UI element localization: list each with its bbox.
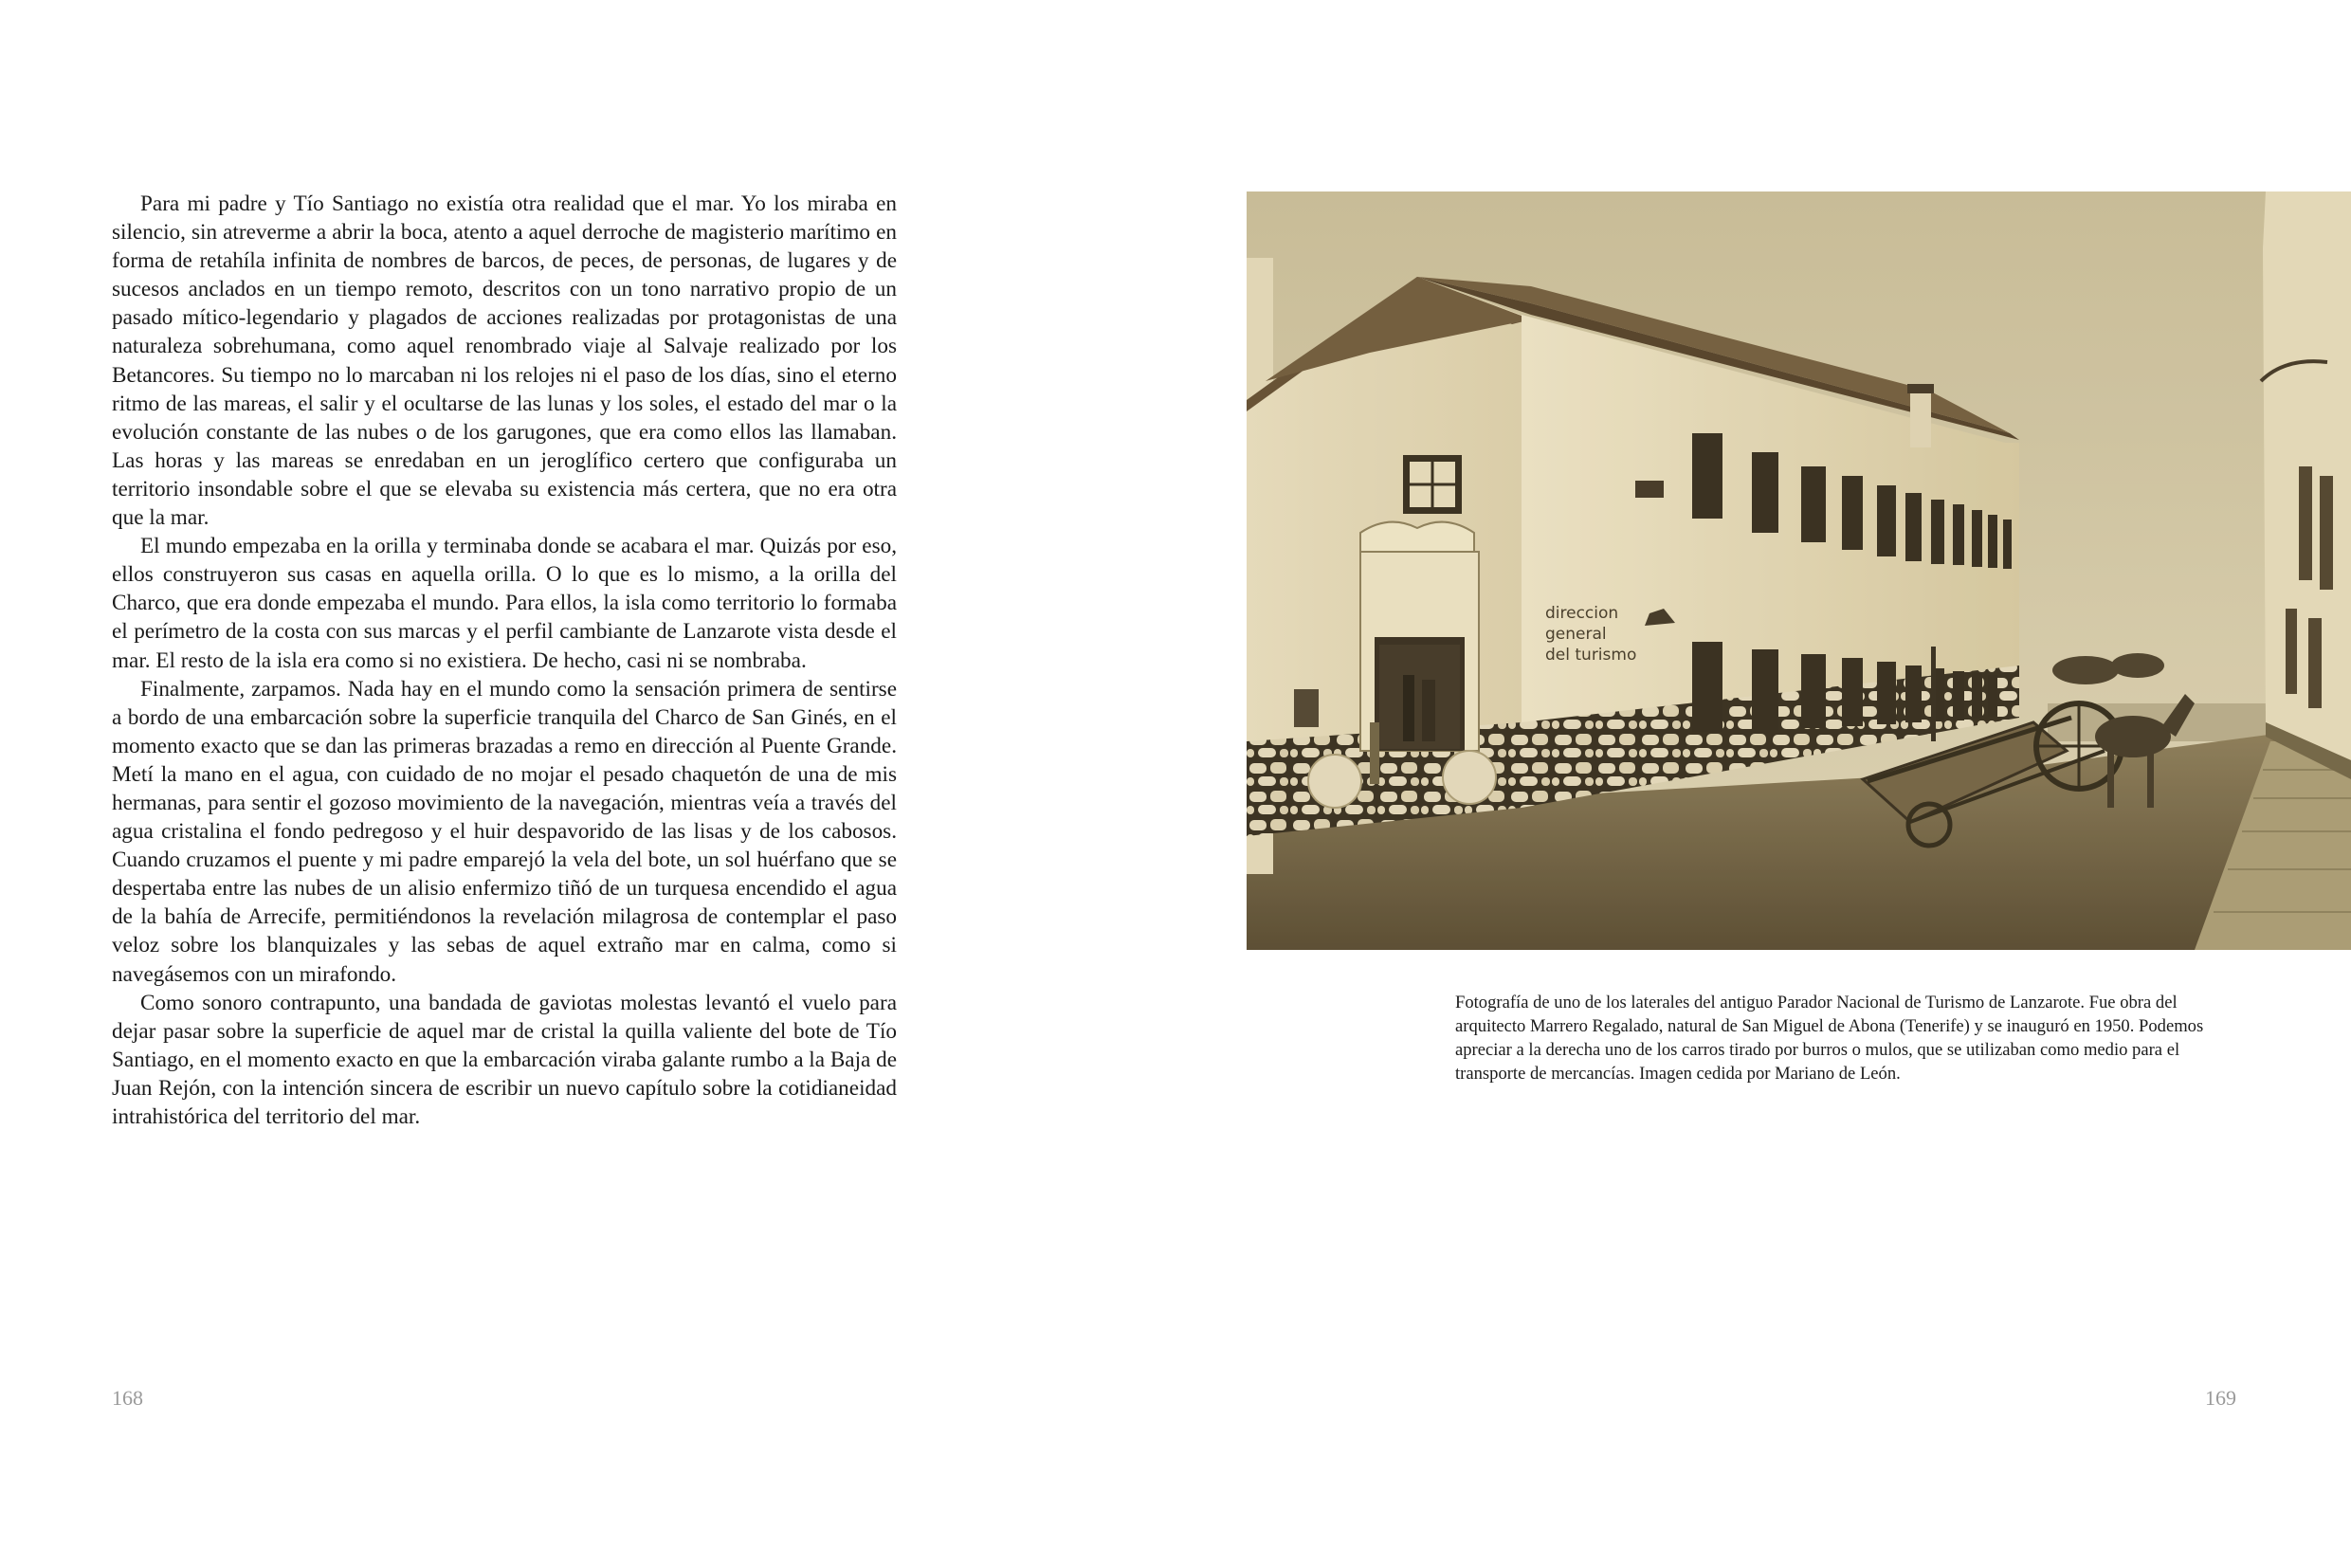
paragraph: El mundo empezaba en la orilla y terminaba donde se acabara el mar. Quizás por eso, ellos construyeron sus casas en aquella orilla. O lo que es lo mismo, a la orilla del Charco, que era donde empezaba el mundo. Para ellos, la isla como territorio lo formaba el perímetro de la costa con sus marcas y el perfil cambiante de Lanzarote vista desde el mar. El resto de la isla era como si no existiera. De hecho, casi ni se nombraba. xyxy=(112,534,897,673)
sign-line-1: direccion xyxy=(1545,604,1619,623)
page-number-left: 168 xyxy=(112,1386,143,1410)
parador-photo-illustration xyxy=(1247,191,2351,950)
paragraph: Para mi padre y Tío Santiago no existía otra realidad que el mar. Yo los miraba en silencio, sin atreverme a abrir la boca, atento a aquel derroche de magisterio marítimo en forma de retahíla infinita de nombres de barcos, de peces, de personas, de lugares y de sucesos anclados en un tiempo remoto, descritos con un tono narrativo propio de un pasado mítico-legendario y plagados de acciones realizadas por protagonistas de una naturaleza sobrehumana, como aquel renombrado viaje al Salvaje realizado por los Betancores. Su tiempo no lo marcaban ni los relojes ni el paso de los días, sino el eterno ritmo de las mareas, el salir y el ocultarse de las lunas y los soles, el estado del mar o la evolución constante de las nubes o de los garugones, que era como ellos las llamaban. Las horas y las mareas se enredaban en un jeroglífico certero que configuraba un territorio insondable sobre el que se elevaba su existencia más certera, que no era otra que la mar. xyxy=(112,191,897,531)
body-text xyxy=(112,190,897,1131)
sign-line-3: del turismo xyxy=(1545,646,1637,665)
page-number-right: 169 xyxy=(2205,1386,2236,1410)
paragraph: Como sonoro contrapunto, una bandada de gaviotas molestas levantó el vuelo para dejar pasar sobre la superficie de aquel mar de cristal la quilla valiente del bote de Tío Santiago, en el momento exacto en que la embarcación viraba galante rumbo a la Baja de Juan Rejón, con la intención sincera de escribir un nuevo capítulo sobre la cotidianeidad intrahistórica del territorio del mar. xyxy=(112,990,897,1129)
historic-photo xyxy=(1247,191,2351,950)
photo-caption xyxy=(1455,991,2233,1085)
paragraph: Finalmente, zarpamos. Nada hay en el mundo como la sensación primera de sentirse a bordo de una embarcación sobre la superficie tranquila del Charco de San Ginés, en el momento exacto que se dan las primeras brazadas a remo en dirección al Puente Grande. Metí la mano en el agua, con cuidado de no mojar el pesado chaquetón de una de mis hermanas, para sentir el gozoso movimiento de la navegación, mientras veía a través del agua cristalina el fondo pedregoso y el huir despavorido de las lisas y de los cabosos. Cuando cruzamos el puente y mi padre emparejó la vela del bote, un sol huérfano que se despertaba entre las nubes de un alisio enfermizo tiñó de un turquesa encendido el agua de la bahía de Arrecife, permitiéndonos la revelación milagrosa de contemplar el paso veloz sobre los blanquizales y las sebas de aquel extraño mar en calma, como si navegásemos con un mirafondo. xyxy=(112,676,897,987)
caption-text: Fotografía de uno de los laterales del antiguo Parador Nacional de Turismo de Lanzarote. Fue obra del arquitecto Marrero Regalado, natural de San Miguel de Abona (Tenerife) y se inauguró en 1950. Podemos apreciar a la derecha uno de los carros tirado por burros o mulos, que se utilizaban como medio para el transporte de mercancías. Imagen cedida por Mariano de León. xyxy=(1455,993,2204,1084)
sign-line-2: general xyxy=(1545,625,1607,644)
